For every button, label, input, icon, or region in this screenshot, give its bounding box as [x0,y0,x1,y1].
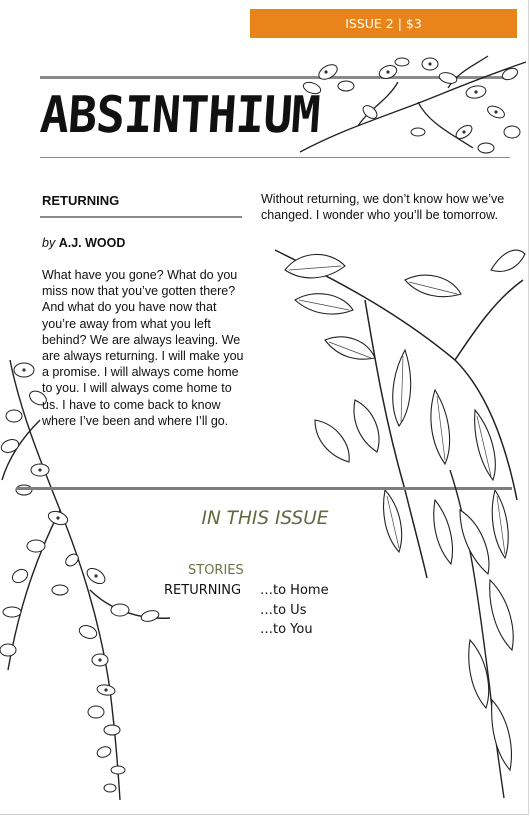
magazine-masthead: ABSINTHIUM [38,85,322,145]
toc-subtitle-you[interactable]: …to You [260,622,313,637]
article-byline [42,236,125,250]
wisteria-illustration-top [298,52,528,160]
issue-price-badge [250,9,517,38]
leaf-illustration-bottom [430,470,528,800]
toc-subtitle-us[interactable]: …to Us [260,603,307,618]
toc-category-stories: STORIES [188,563,244,578]
article-body-left: What have you gone? What do you miss now that you’ve gotten there? And what do you have now that you’re away from what you left behind? We are always leaving. We are always returning. I will make you a promise. I will always come home to you. I will always come home to us. I have to come back to know where I’ve been and where I’ll go. [42,268,244,428]
article-body-right: Without returning, we don’t know how we’ve changed. I wonder who you’ll be tomorrow. [261,192,505,223]
issue-badge-text: ISSUE 2 | $3 [345,16,422,31]
article-title: RETURNING [42,193,120,208]
byline-prefix: by [42,236,56,250]
toc-subtitle-home[interactable]: …to Home [260,583,329,598]
byline-author: A.J. WOOD [58,236,126,250]
article-heading-rule [40,216,242,218]
toc-entry-returning[interactable]: RETURNING [164,583,242,598]
in-this-issue-heading: IN THIS ISSUE [201,508,329,529]
